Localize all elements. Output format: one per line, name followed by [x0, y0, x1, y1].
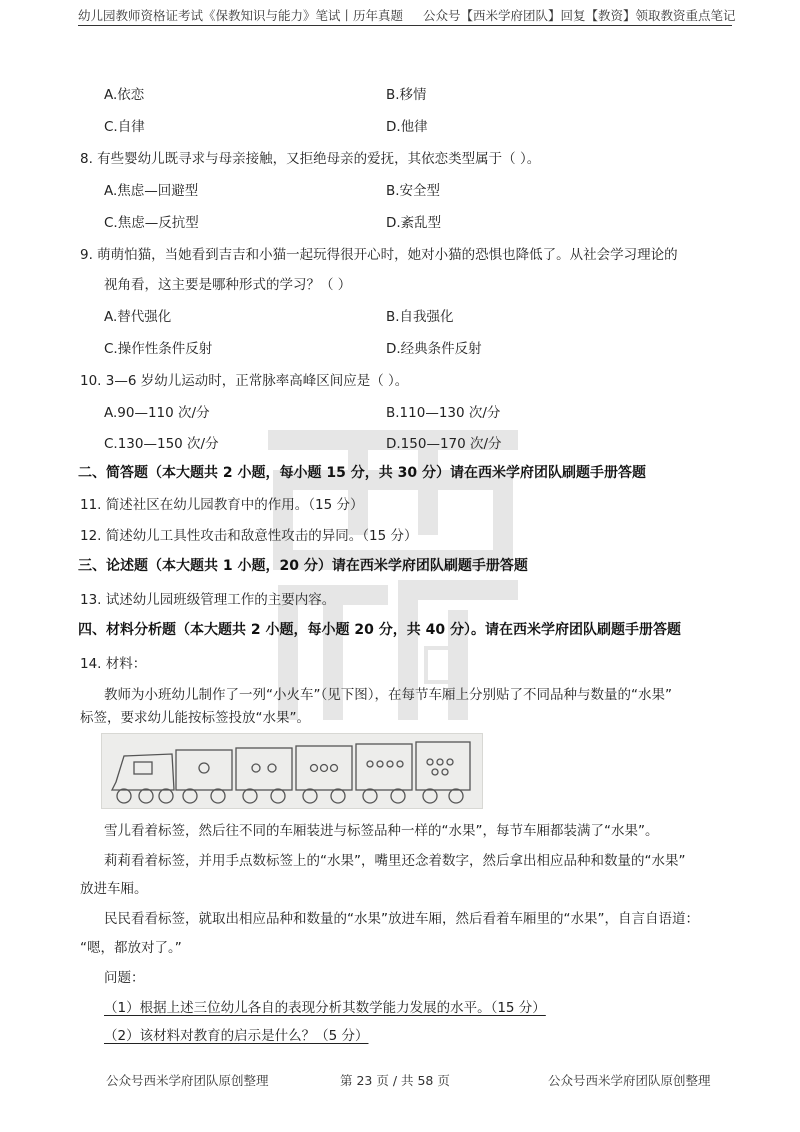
- material-para2: 雪儿看着标签，然后往不同的车厢装进与标签品种一样的“水果”，每节车厢都装满了“水果”。: [104, 823, 659, 839]
- q8-stem: 8. 有些婴幼儿既寻求与母亲接触，又拒绝母亲的爱抚，其依恋类型属于（ ）。: [80, 151, 541, 167]
- q9-stem-line1: 9. 萌萌怕猫，当她看到吉吉和小猫一起玩得很开心时，她对小猫的恐惧也降低了。从社会学习理论的: [80, 247, 678, 263]
- q7-option-d: D.他律: [386, 119, 428, 135]
- q10-option-d: D.150—170 次/分: [386, 436, 502, 452]
- q9-option-a: A.替代强化: [104, 309, 172, 325]
- material-para4-line1: 民民看看标签，就取出相应品种和数量的“水果”放进车厢，然后看着车厢里的“水果”，自言自语道：: [104, 911, 699, 927]
- section2-heading: 二、简答题（本大题共 2 小题，每小题 15 分，共 30 分）请在西米学府团队刷题手册答题: [78, 465, 646, 481]
- q12-text: 12. 简述幼儿工具性攻击和敌意性攻击的异同。（15 分）: [80, 528, 418, 544]
- footer-left: 公众号西米学府团队原创整理: [106, 1073, 269, 1088]
- header-divider: [78, 25, 732, 26]
- q7-option-a: A.依恋: [104, 87, 145, 103]
- section4-heading: 四、材料分析题（本大题共 2 小题，每小题 20 分，共 40 分）。请在西米学府团队刷题手册答题: [78, 622, 681, 638]
- q10-stem: 10. 3—6 岁幼儿运动时，正常脉率高峰区间应是（ ）。: [80, 373, 409, 389]
- q8-option-b: B.安全型: [386, 183, 441, 199]
- q7-option-b: B.移情: [386, 87, 427, 103]
- q8-option-c: C.焦虑—反抗型: [104, 215, 199, 231]
- section3-heading: 三、论述题（本大题共 1 小题，20 分）请在西米学府团队刷题手册答题: [78, 558, 528, 574]
- q8-option-d: D.紊乱型: [386, 215, 442, 231]
- q14-label: 14. 材料：: [80, 656, 147, 672]
- q10-option-c: C.130—150 次/分: [104, 436, 219, 452]
- q9-option-c: C.操作性条件反射: [104, 341, 213, 357]
- q9-stem-line2: 视角看，这主要是哪种形式的学习？（ ）: [104, 277, 352, 293]
- material-para1-line2: 标签，要求幼儿能按标签投放“水果”。: [80, 710, 310, 726]
- header-right: 公众号【西米学府团队】回复【教资】领取教资重点笔记: [423, 8, 736, 23]
- material-para3-line2: 放进车厢。: [80, 881, 148, 897]
- toy-train-image: [101, 733, 483, 809]
- q9-option-b: B.自我强化: [386, 309, 454, 325]
- q13-text: 13. 试述幼儿园班级管理工作的主要内容。: [80, 592, 336, 608]
- q10-option-b: B.110—130 次/分: [386, 405, 501, 421]
- q7-option-c: C.自律: [104, 119, 145, 135]
- q9-option-d: D.经典条件反射: [386, 341, 482, 357]
- page-number: 第 23 页 / 共 58 页: [340, 1073, 450, 1088]
- question-label: 问题：: [104, 970, 145, 986]
- sub-question-1: （1）根据上述三位幼儿各自的表现分析其数学能力发展的水平。（15 分）: [104, 1000, 546, 1016]
- footer-right: 公众号西米学府团队原创整理: [548, 1073, 711, 1088]
- material-para1-line1: 教师为小班幼儿制作了一列“小火车”（见下图），在每节车厢上分别贴了不同品种与数量的“水果”: [104, 687, 672, 703]
- sub-question-2: （2）该材料对教育的启示是什么？（5 分）: [104, 1028, 369, 1044]
- header-left: 幼儿园教师资格证考试《保教知识与能力》笔试丨历年真题: [78, 8, 404, 23]
- material-para4-line2: “嗯，都放对了。”: [80, 940, 182, 956]
- q10-option-a: A.90—110 次/分: [104, 405, 210, 421]
- material-para3-line1: 莉莉看着标签，并用手点数标签上的“水果”，嘴里还念着数字，然后拿出相应品种和数量的“水果”: [104, 853, 686, 869]
- q8-option-a: A.焦虑—回避型: [104, 183, 199, 199]
- q11-text: 11. 简述社区在幼儿园教育中的作用。（15 分）: [80, 497, 364, 513]
